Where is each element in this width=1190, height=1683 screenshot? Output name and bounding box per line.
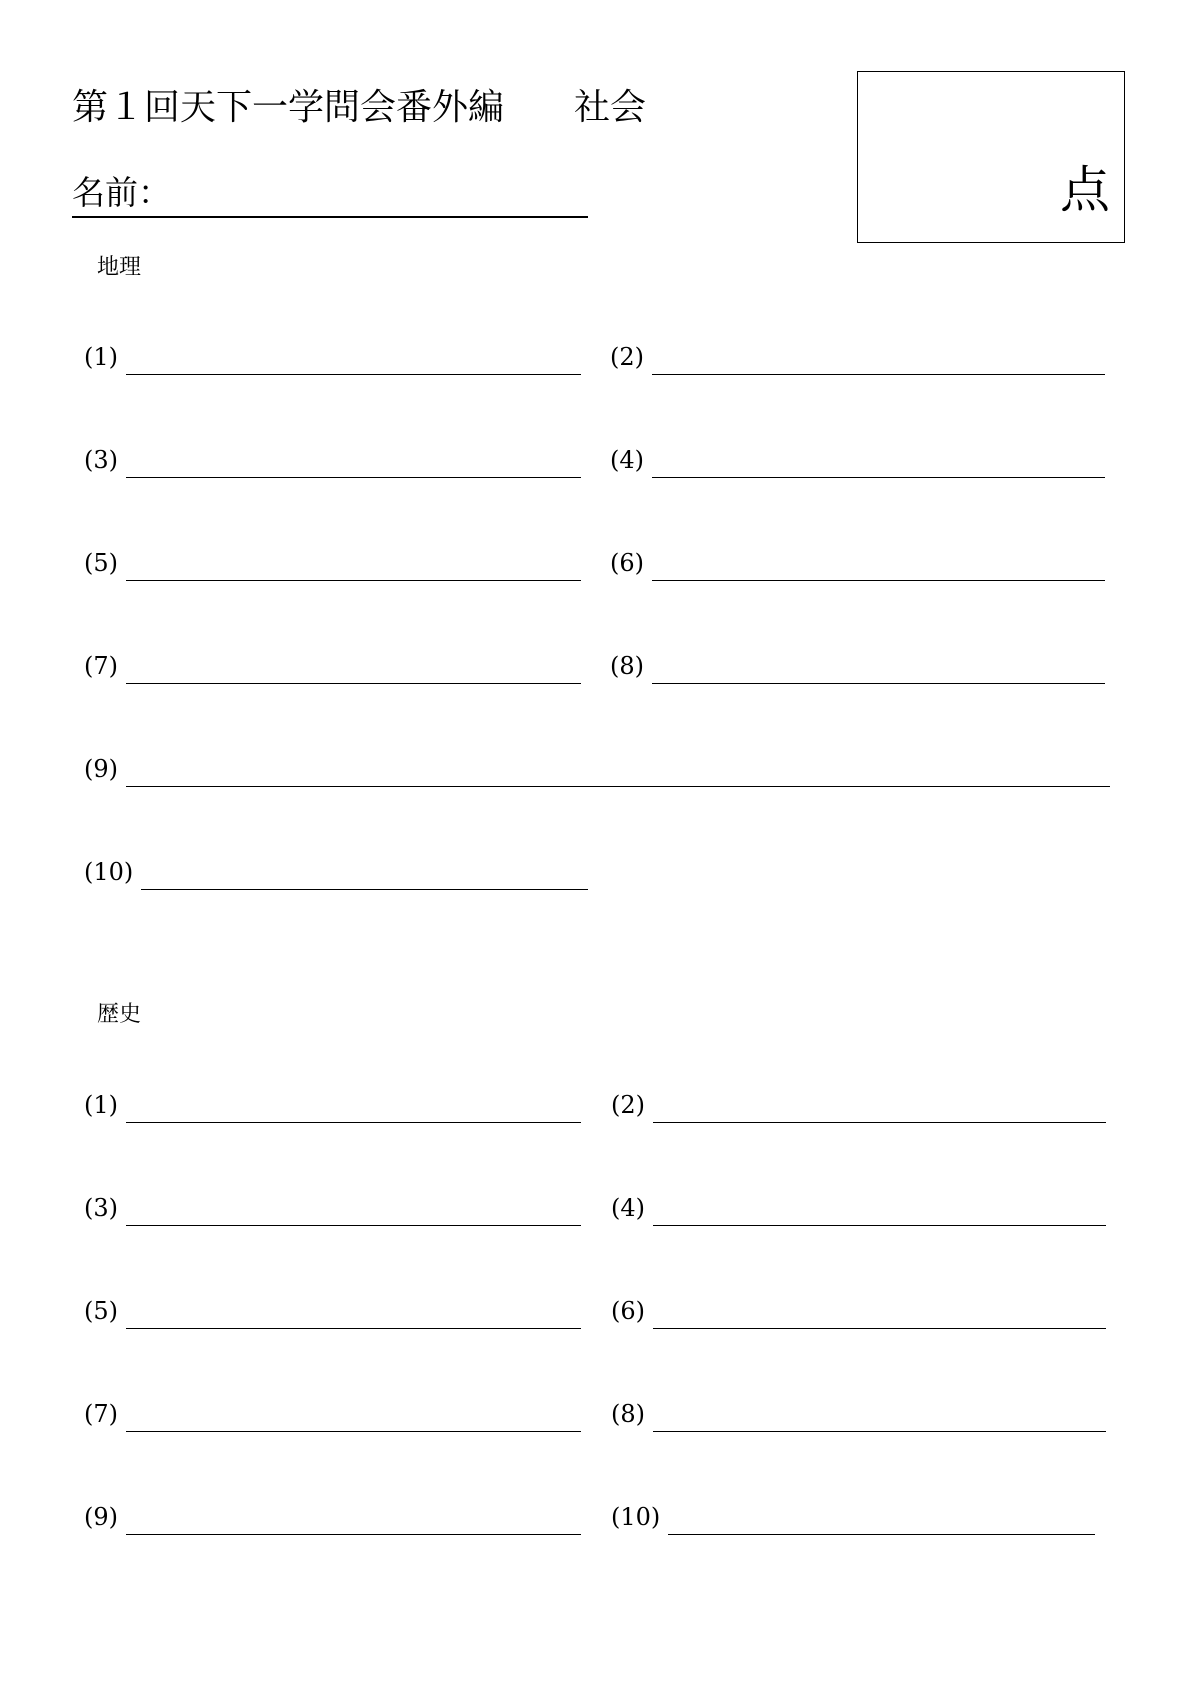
geography-answer-1[interactable]: [84, 340, 581, 376]
history-answer-10[interactable]: [611, 1500, 1095, 1536]
answer-number: (3): [84, 1194, 118, 1222]
answer-line[interactable]: [653, 1327, 1106, 1329]
answer-number: (1): [84, 1091, 118, 1119]
geography-answer-10[interactable]: [84, 855, 588, 891]
answer-line[interactable]: [126, 476, 581, 478]
name-label: 名前：: [72, 173, 171, 212]
answer-line[interactable]: [653, 1121, 1106, 1123]
history-answer-7[interactable]: [84, 1397, 581, 1433]
answer-number: (8): [611, 1400, 645, 1428]
exam-subject: 社会: [574, 87, 647, 128]
answer-number: (4): [610, 446, 644, 474]
geography-answer-8[interactable]: [610, 649, 1105, 685]
answer-line[interactable]: [668, 1533, 1095, 1535]
answer-number: (5): [84, 549, 118, 577]
geography-answer-7[interactable]: [84, 649, 581, 685]
answer-line[interactable]: [126, 1430, 581, 1432]
history-answer-3[interactable]: [84, 1191, 581, 1227]
history-answer-6[interactable]: [611, 1294, 1106, 1330]
answer-number: (2): [610, 343, 644, 371]
answer-line[interactable]: [126, 682, 581, 684]
answer-number: (10): [611, 1503, 661, 1531]
answer-line[interactable]: [652, 373, 1105, 375]
answer-number: (1): [84, 343, 118, 371]
geography-answer-2[interactable]: [610, 340, 1105, 376]
answer-line[interactable]: [126, 1533, 581, 1535]
answer-number: (9): [84, 1503, 118, 1531]
answer-number: (2): [611, 1091, 645, 1119]
page-title: [72, 84, 646, 132]
exam-title: 第１回天下一学問会番外編: [72, 87, 505, 128]
history-answer-1[interactable]: [84, 1088, 581, 1124]
history-answer-5[interactable]: [84, 1294, 581, 1330]
score-box[interactable]: [857, 71, 1125, 243]
answer-number: (9): [84, 755, 118, 783]
answer-line[interactable]: [653, 1430, 1106, 1432]
history-answer-4[interactable]: [611, 1191, 1106, 1227]
answer-line[interactable]: [126, 373, 581, 375]
answer-line[interactable]: [126, 1327, 581, 1329]
answer-number: (7): [84, 1400, 118, 1428]
answer-number: (10): [84, 858, 134, 886]
name-field[interactable]: [72, 172, 588, 218]
answer-line[interactable]: [126, 785, 1110, 787]
answer-line[interactable]: [652, 579, 1105, 581]
answer-number: (5): [84, 1297, 118, 1325]
geography-answer-5[interactable]: [84, 546, 581, 582]
answer-line[interactable]: [653, 1224, 1106, 1226]
answer-number: (4): [611, 1194, 645, 1222]
history-answer-2[interactable]: [611, 1088, 1106, 1124]
answer-number: (6): [610, 549, 644, 577]
answer-line[interactable]: [141, 888, 588, 890]
answer-line[interactable]: [652, 476, 1105, 478]
answer-number: (7): [84, 652, 118, 680]
geography-answer-4[interactable]: [610, 443, 1105, 479]
answer-line[interactable]: [126, 1224, 581, 1226]
answer-line[interactable]: [652, 682, 1105, 684]
answer-number: (3): [84, 446, 118, 474]
history-answer-8[interactable]: [611, 1397, 1106, 1433]
geography-answer-6[interactable]: [610, 546, 1105, 582]
geography-answer-3[interactable]: [84, 443, 581, 479]
answer-number: (8): [610, 652, 644, 680]
history-answer-9[interactable]: [84, 1500, 581, 1536]
history-section-label: 歴史: [97, 1002, 142, 1027]
geography-answer-9[interactable]: [84, 752, 1110, 788]
answer-line[interactable]: [126, 1121, 581, 1123]
answer-line[interactable]: [126, 579, 581, 581]
geography-section-label: 地理: [97, 255, 142, 280]
score-unit: 点: [1060, 161, 1110, 219]
answer-number: (6): [611, 1297, 645, 1325]
